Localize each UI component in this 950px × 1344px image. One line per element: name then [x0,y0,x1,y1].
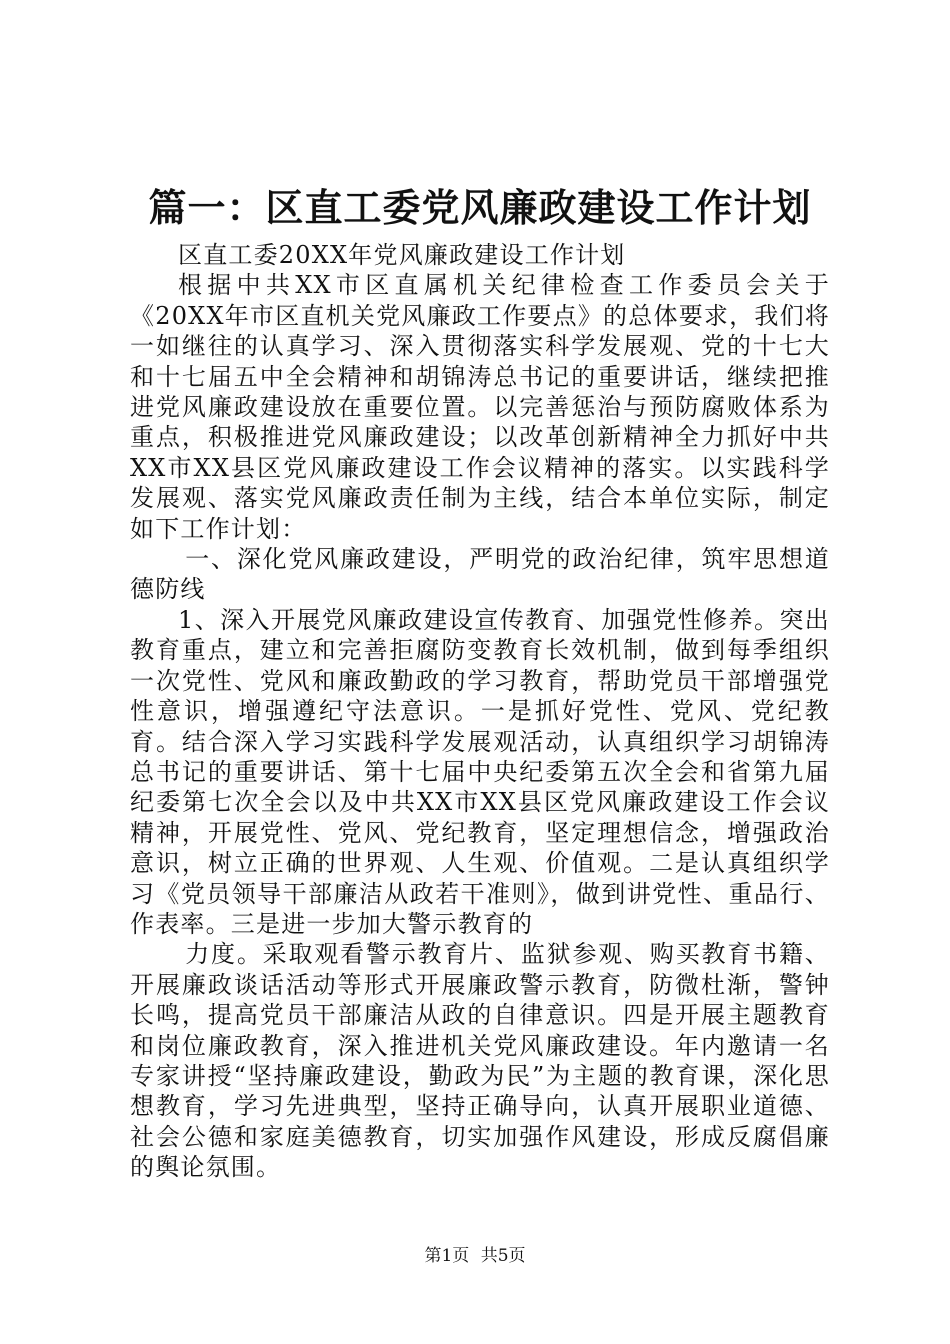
page-number-current: 第1页 [424,1246,470,1266]
paragraph-item-one: 1、深入开展党风廉政建设宣传教育、加强党性修养。突出教育重点，建立和完善拒腐防变教育长效机制，做到每季组织一次党性、党风和廉政勤政的学习教育，帮助党员干部增强党性意识，增强遵纪守法意识。一是抓好党性、党风、党纪教育。结合深入学习实践科学发展观活动，认真组织学习胡锦涛总书记的重要讲话、第十七届中央纪委第五次全会和省第九届纪委第七次全会以及中共XX市XX县区党风廉政建设工作会议精神，开展党性、党风、党纪教育，坚定理想信念，增强政治意识，树立正确的世界观、人生观、价值观。二是认真组织学习《党员领导干部廉洁从政若干准则》，做到讲党性、重品行、作表率。三是进一步加大警示教育的 [130,605,830,938]
document-title: 篇一：区直工委党风廉政建设工作计划 [148,185,812,230]
paragraph-subtitle: 区直工委20XX年党风廉政建设工作计划 [178,241,626,269]
page-footer [0,1245,950,1267]
page-number-total: 共5页 [480,1246,526,1266]
document-body [130,240,830,1183]
paragraph-intro: 根据中共XX市区直属机关纪律检查工作委员会关于《20XX年市区直机关党风廉政工作要点》的总体要求，我们将一如继往的认真学习、深入贯彻落实科学发展观、党的十七大和十七届五中全会精神和胡锦涛总书记的重要讲话，继续把推进党风廉政建设放在重要位置。以完善惩治与预防腐败体系为重点，积极推进党风廉政建设；以改革创新精神全力抓好中共XX市XX县区党风廉政建设工作会议精神的落实。以实践科学发展观、落实党风廉政责任制为主线，结合本单位实际，制定如下工作计划： [130,271,830,543]
paragraph-item-one-continued: 力度。采取观看警示教育片、监狱参观、购买教育书籍、开展廉政谈话活动等形式开展廉政警示教育，防微杜渐，警钟长鸣，提高党员干部廉洁从政的自律意识。四是开展主题教育和岗位廉政教育，深入推进机关党风廉政建设。年内邀请一名专家讲授“坚持廉政建设，勤政为民”为主题的教育课，深化思想教育，学习先进典型，坚持正确导向，认真开展职业道德、社会公德和家庭美德教育，切实加强作风建设，形成反腐倡廉的舆论氛围。 [130,940,830,1182]
section-heading-one: 一、深化党风廉政建设，严明党的政治纪律，筑牢思想道德防线 [130,545,830,604]
